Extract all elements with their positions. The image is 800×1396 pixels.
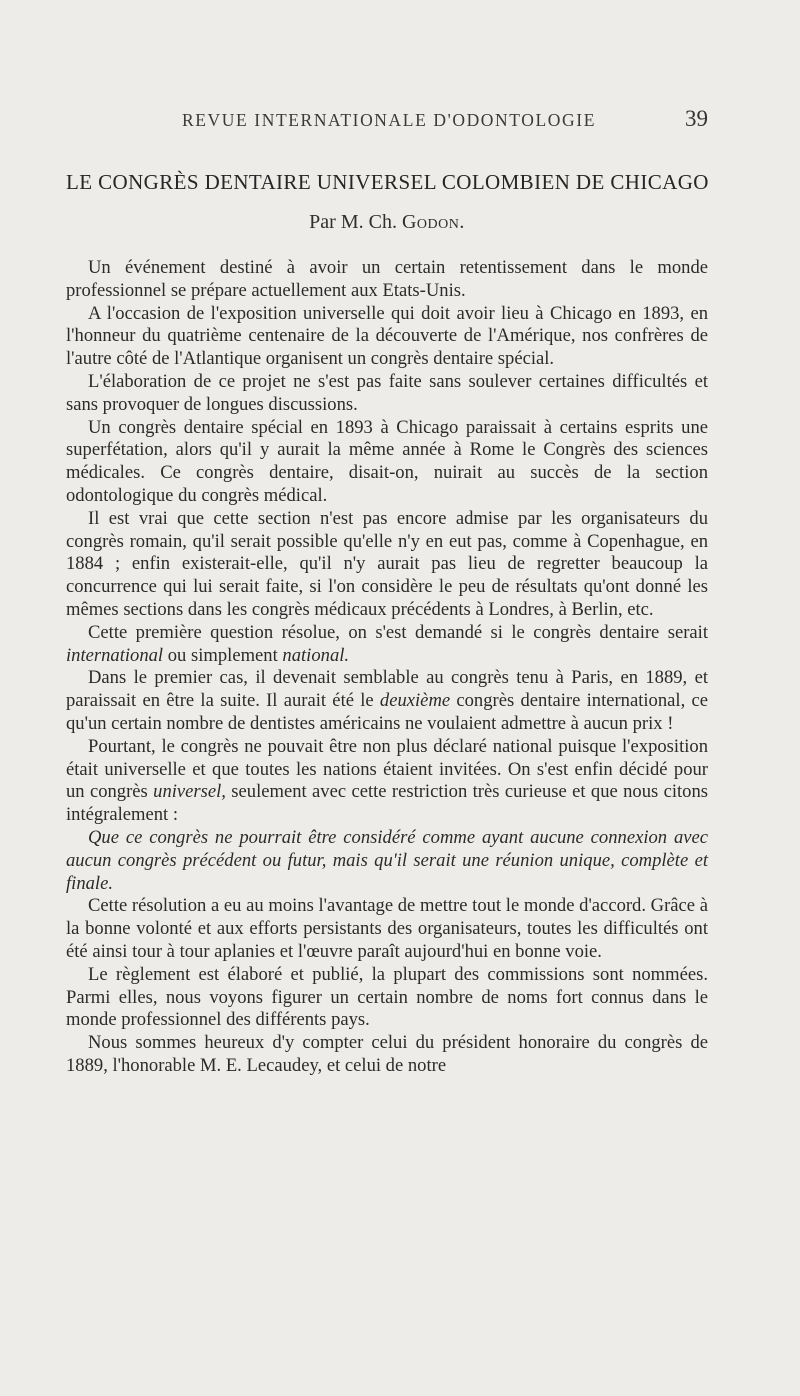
byline-author: Godon. [401, 211, 465, 233]
paragraph-7-text-a: Dans le premier cas, il devenait semblable au congrès tenu à Paris, en 1889, et paraissait en être la suite. Il aurait été le [66, 667, 708, 712]
paragraph-5: Il est vrai que cette section n'est pas encore admise par les organisateurs du congrès romain, qu'il serait possible qu'elle n'y en eut pas, comme à Copenhague, en 1884 ; enfin existerait-elle, qu'il n'y aurait pas lieu de regretter beaucoup la concurrence qui lui serait faite, si l'on considère le peu de résultats qu'ont donné les mêmes sections dans les congrès médicaux précédents à Londres, à Berlin, etc. [66, 507, 708, 620]
paragraph-1: Un événement destiné à avoir un certain retentissement dans le monde professionnel se prépare actuellement aux Etats-Unis. [66, 257, 708, 301]
paragraph-7-text-c: congrès dentaire international, ce qu'un certain nombre de dentistes américains ne voulaient admettre à aucun prix ! [66, 690, 708, 734]
paragraph-11: Le règlement est élaboré et publié, la plupart des commissions sont nommées. Parmi elles, nous voyons figurer un certain nombre de noms fort connus dans le monde professionnel des différents pays. [66, 963, 708, 1031]
paragraph-6-text-a: Cette première question résolue, on s'est demandé si le congrès dentaire serait [88, 621, 708, 643]
byline-prefix: Par M. Ch. [309, 211, 402, 233]
paragraph-4: Un congrès dentaire spécial en 1893 à Chicago paraissait à certains esprits une superfétation, alors qu'il y aurait la même année à Rome le Congrès des sciences médicales. Ce congrès dentaire, disait-on, nuirait au succès de la section odontologique du congrès médical. [66, 416, 708, 506]
paragraph-10: Cette résolution a eu au moins l'avantage de mettre tout le monde d'accord. Grâce à la bonne volonté et aux efforts persistants des organisateurs, toutes les difficultés ont été ainsi tour à tour aplanies et l'œuvre paraît aujourd'hui en bonne voie. [66, 895, 708, 962]
paragraph-8-text-c: seulement avec cette restriction très curieuse et que nous citons intégralement : [66, 781, 709, 826]
running-head [66, 106, 708, 140]
paragraph-3: L'élaboration de ce projet ne s'est pas faite sans soulever certaines difficultés et sans provoquer de longues discussions. [66, 370, 708, 415]
article-title: LE CONGRÈS DENTAIRE UNIVERSEL COLOMBIEN DE CHICAGO [66, 170, 709, 194]
paragraph-7-emphasis-deuxieme: deuxième [379, 690, 451, 712]
paragraph-7 [66, 667, 708, 735]
paragraph-6 [66, 622, 708, 668]
paragraph-6-text-c: ou simplement [163, 644, 283, 666]
paragraph-8-emphasis-universel: universel, [153, 781, 226, 803]
paragraph-12: Nous sommes heureux d'y compter celui du président honoraire du congrès de 1889, l'honorable M. E. Lecaudey, et celui de notre [66, 1032, 708, 1076]
paragraph-8 [66, 736, 708, 827]
running-title: REVUE INTERNATIONALE D'ODONTOLOGIE [182, 110, 596, 130]
paragraph-8-text-a: Pourtant, le congrès ne pouvait être non plus déclaré national puisque l'exposition était universelle et que toutes les nations étaient invitées. On s'est enfin décidé pour un congrès [66, 735, 708, 803]
paragraph-6-emphasis-national: national. [282, 644, 350, 666]
paragraph-6-emphasis-international: international [66, 644, 164, 666]
article-body [66, 257, 708, 1078]
page-number: 39 [685, 106, 708, 131]
byline [66, 211, 708, 234]
paragraph-9-quotation: Que ce congrès ne pourrait être considéré comme ayant aucune connexion avec aucun congrès précédent ou futur, mais qu'il serait une réunion unique, complète et finale. [66, 826, 708, 894]
paragraph-2: A l'occasion de l'exposition universelle qui doit avoir lieu à Chicago en 1893, en l'honneur du quatrième centenaire de la découverte de l'Amérique, nos confrères de l'autre côté de l'Atlantique organisent un congrès dentaire spécial. [66, 302, 708, 370]
